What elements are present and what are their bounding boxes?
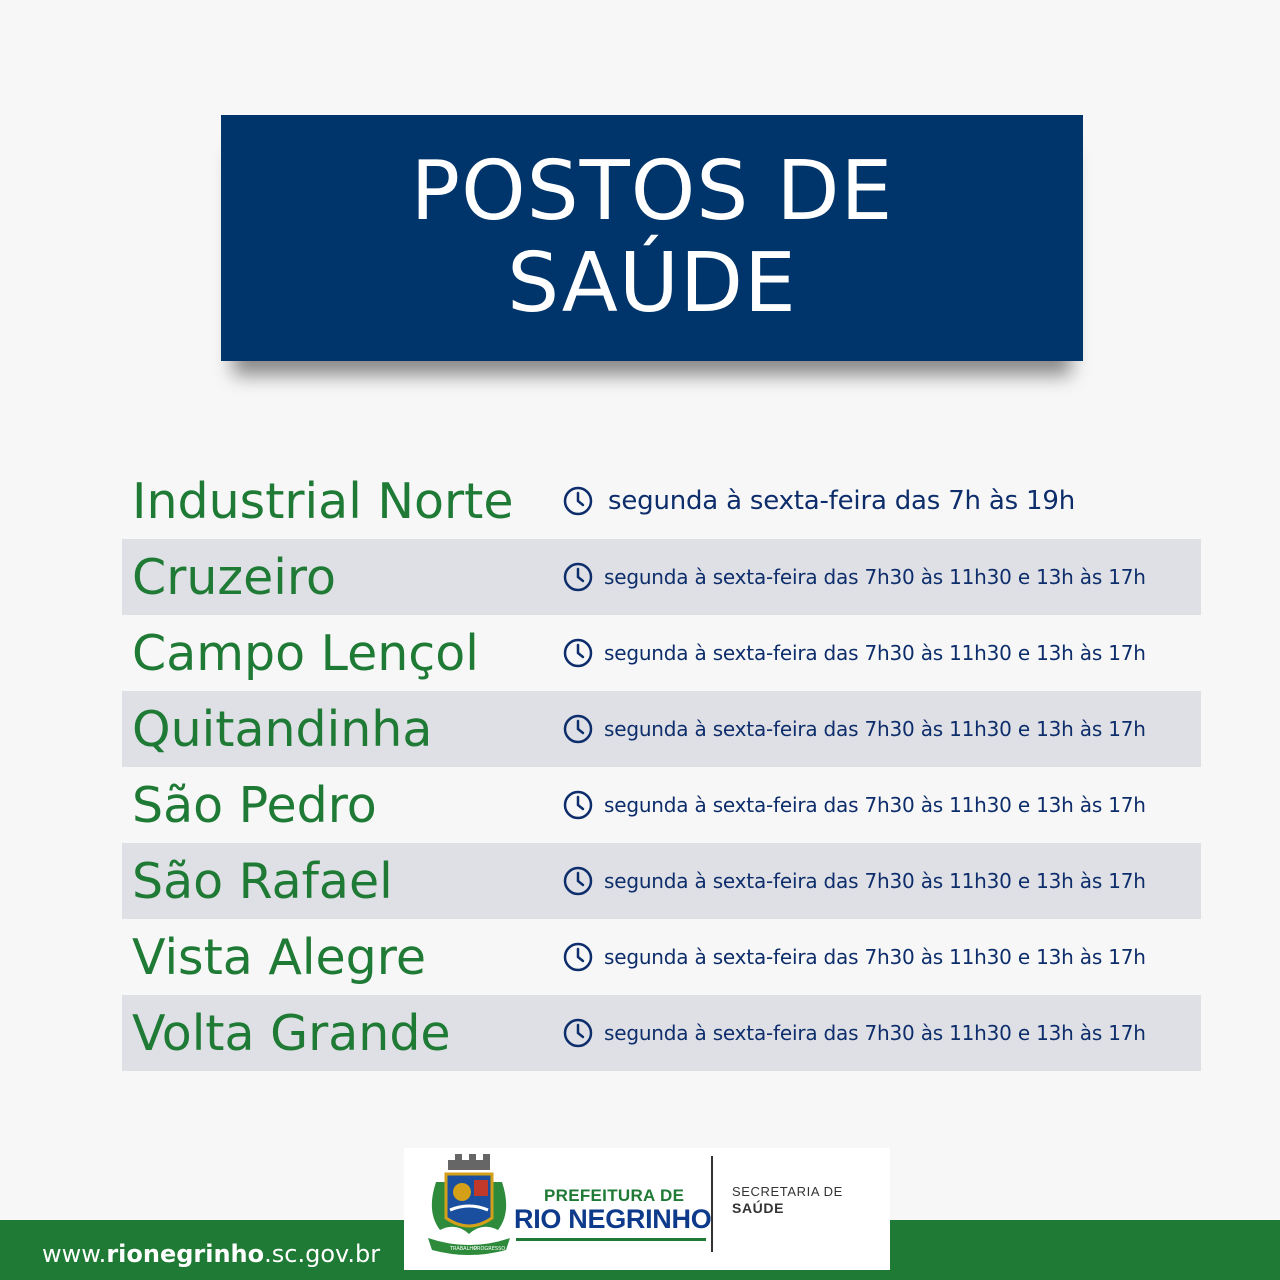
- clinic-name: Industrial Norte: [132, 472, 514, 530]
- clinic-hours: segunda à sexta-feira das 7h30 às 11h30 e 13h às 17h: [604, 1021, 1146, 1045]
- title-banner: [221, 115, 1083, 361]
- city-crest-icon: [426, 1152, 512, 1260]
- clinic-row: [122, 919, 1201, 995]
- clock-icon: [562, 637, 594, 669]
- clinic-name: Quitandinha: [132, 700, 433, 758]
- clock-icon: [562, 941, 594, 973]
- clock-icon: [562, 865, 594, 897]
- clinic-hours: segunda à sexta-feira das 7h às 19h: [608, 486, 1075, 516]
- clock-icon: [562, 561, 594, 593]
- clinic-hours: segunda à sexta-feira das 7h30 às 11h30 e 13h às 17h: [604, 869, 1146, 893]
- website-suffix: .sc.gov.br: [264, 1240, 381, 1268]
- website-link[interactable]: [42, 1240, 380, 1268]
- clinic-name: São Pedro: [132, 776, 377, 834]
- crest-motto-left: TRABALHO: [450, 1246, 478, 1252]
- city-name-underline: [516, 1238, 706, 1241]
- crest-motto-right: PROGRESSO: [474, 1246, 506, 1252]
- website-prefix: www.: [42, 1240, 107, 1268]
- clinic-name: Volta Grande: [132, 1004, 451, 1062]
- clinic-hours: segunda à sexta-feira das 7h30 às 11h30 e 13h às 17h: [604, 565, 1146, 589]
- title-line-2: SAÚDE: [507, 236, 797, 331]
- clock-icon: [562, 789, 594, 821]
- city-name: RIO NEGRINHO: [514, 1204, 712, 1234]
- prefeitura-label: PREFEITURA DE: [544, 1186, 685, 1205]
- clinic-hours: segunda à sexta-feira das 7h30 às 11h30 e 13h às 17h: [604, 717, 1146, 741]
- clinic-name: Cruzeiro: [132, 548, 336, 606]
- clinic-hours: segunda à sexta-feira das 7h30 às 11h30 e 13h às 17h: [604, 793, 1146, 817]
- clock-icon: [562, 485, 594, 517]
- clinic-name: Campo Lençol: [132, 624, 479, 682]
- logo-divider: [711, 1156, 713, 1252]
- title-line-1: POSTOS DE: [410, 144, 894, 239]
- website-domain: rionegrinho: [106, 1240, 265, 1268]
- clinic-row: [122, 691, 1201, 767]
- clinic-row: [122, 539, 1201, 615]
- clinic-row: [122, 995, 1201, 1071]
- clock-icon: [562, 1017, 594, 1049]
- clinic-name: São Rafael: [132, 852, 393, 910]
- clinic-row: [122, 843, 1201, 919]
- clinic-row: [122, 767, 1201, 843]
- clinic-row: [122, 615, 1201, 691]
- clock-icon: [562, 713, 594, 745]
- clinic-hours: segunda à sexta-feira das 7h30 às 11h30 e 13h às 17h: [604, 945, 1146, 969]
- logo-panel: [404, 1148, 890, 1270]
- secretaria-name: SAÚDE: [732, 1200, 785, 1216]
- clinic-name: Vista Alegre: [132, 928, 426, 986]
- secretaria-label: SECRETARIA DE: [732, 1184, 843, 1199]
- clinic-row: [122, 463, 1201, 539]
- clinic-table: [122, 463, 1201, 1071]
- clinic-hours: segunda à sexta-feira das 7h30 às 11h30 e 13h às 17h: [604, 641, 1146, 665]
